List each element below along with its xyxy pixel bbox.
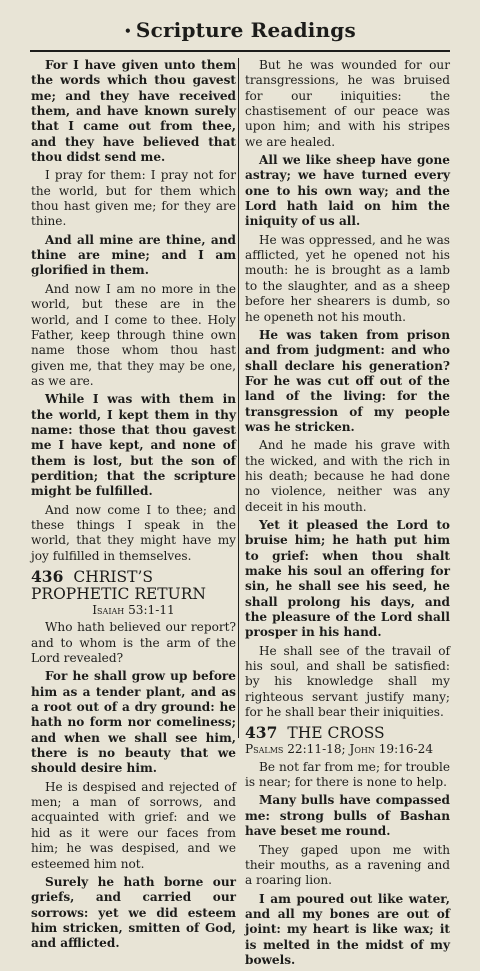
paragraph: He shall see of the travail of his soul, and shall be satisfied: by his knowledge shall my righteous servant justify many; for he shall bear their iniquities. [245,643,450,720]
paragraph: Many bulls have compassed me: strong bulls of Bashan have beset me round. [245,793,450,839]
left-column [31,58,236,955]
reading-reference: Isaiah 53:1-11 [92,603,175,617]
right-column [245,58,450,971]
paragraph: But he was wounded for our transgressions, he was bruised for our iniquities: the chastisement of our peace was upon him; and with his stripes we are healed. [245,58,450,149]
paragraph: They gaped upon me with their mouths, as a ravening and a roaring lion. [245,842,450,888]
reading-title-line2: PROPHETIC RETURN [31,585,206,603]
paragraph: For he shall grow up before him as a tender plant, and as a root out of a dry ground: he hath no form nor comeliness; and when we shall see him, there is no beauty that we should desire him. [31,669,236,776]
paragraph: And now come I to thee; and these things I speak in the world, that they might have my joy fulfilled in themselves. [31,502,236,563]
paragraph: While I was with them in the world, I kept them in thy name: those that thou gavest me I have kept, and none of them is lost, but the son of perdition; that the scripture might be fulfilled. [31,392,236,499]
paragraph: He was oppressed, and he was afflicted, yet he opened not his mouth: he is brought as a lamb to the slaughter, and as a sheep before her shearers is dumb, so he openeth not his mouth. [245,232,450,324]
paragraph: For I have given unto them the words which thou gavest me; and they have received them, and have known surely that I came out from thee, and they have believed that thou didst send me. [31,58,236,165]
reading-number: 437 [245,723,278,743]
reading-heading [31,568,236,586]
paragraph: And all mine are thine, and thine are mine; and I am glorified in them. [31,232,236,278]
page-title: Scripture Readings [135,18,356,42]
reading-number: 436 [31,567,64,586]
paragraph: All we like sheep have gone astray; we have turned every one to his own way; and the Lord hath laid on him the iniquity of us all. [245,153,450,229]
page-header [0,18,480,42]
paragraph: Who hath believed our report? and to whom is the arm of the Lord revealed? [31,620,236,666]
paragraph: Surely he hath borne our griefs, and carried our sorrows: yet we did esteem him stricken, smitten of God, and afflicted. [31,874,236,951]
paragraph: And he made his grave with the wicked, and with the rich in his death; because he had done no violence, neither was any deceit in his mouth. [245,438,450,514]
reading-heading [245,724,450,742]
paragraph: Be not far from me; for trouble is near; for there is none to help. [245,759,450,790]
reading-title: THE CROSS [287,724,385,743]
paragraph: He was taken from prison and from judgment: and who shall declare his generation? For he was cut off out of the land of the living: for the transgression of my people was he stricken. [245,327,450,434]
reading-title: CHRIST’S [73,568,154,586]
header-ornament: • [124,24,132,38]
paragraph: I pray for them: I pray not for the world, but for them which thou hast given me; for they are thine. [31,168,236,229]
paragraph: I am poured out like water, and all my bones are out of joint: my heart is like wax; it is melted in the midst of my bowels. [245,891,450,967]
header-rule [30,50,450,52]
paragraph: Yet it pleased the Lord to bruise him; he hath put him to grief: when thou shalt make his soul an offering for sin, he shall see his seed, he shall prolong his days, and the pleasure of the Lord shall prosper in his hand. [245,517,450,640]
column-divider [238,58,239,738]
reading-reference: Psalms 22:11-18; John 19:16-24 [245,742,434,757]
paragraph: And now I am no more in the world, but these are in the world, and I come to thee. Holy Father, keep through thine own name those whom thou hast given me, that they may be one, as we are. [31,281,236,388]
paragraph: He is despised and rejected of men; a man of sorrows, and acquainted with grief: and we hid as it were our faces from him; he was despised, and we esteemed him not. [31,779,236,871]
